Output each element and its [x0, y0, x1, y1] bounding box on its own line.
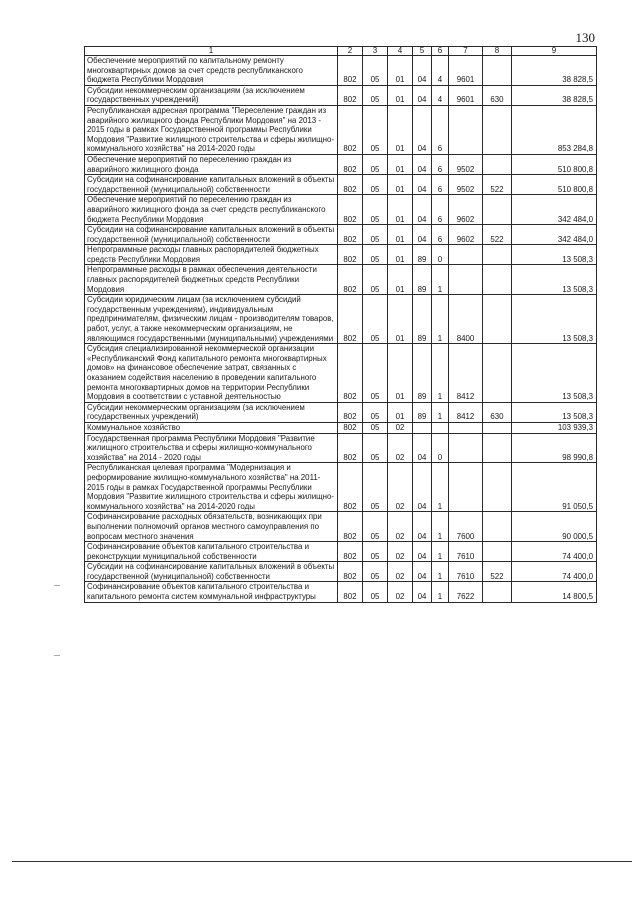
cell-c7	[449, 433, 483, 463]
row-name-cell: Субсидии некоммерческим организациям (за исключением государственных учреждений)	[85, 85, 338, 105]
table-row	[85, 562, 597, 582]
cell-c2: 802	[338, 582, 363, 602]
table-row	[85, 85, 597, 105]
cell-c5: 04	[413, 463, 432, 512]
amount-cell: 103 939,3	[512, 422, 597, 433]
cell-c6: 6	[432, 154, 449, 174]
amount-cell: 13 508,3	[512, 402, 597, 422]
column-header: 4	[388, 47, 413, 56]
cell-c6: 6	[432, 175, 449, 195]
table-row	[85, 175, 597, 195]
cell-c7	[449, 422, 483, 433]
amount-cell: 13 508,3	[512, 295, 597, 344]
row-name-cell: Республиканская адресная программа "Переселение граждан из аварийного жилищного фонда Республики Мордовия" на 2013 - 2015 годы в рамках Государственной программы Республики Мордовия "Развитие жилищного строительства и сферы жилищно-коммунального хозяйства" на 2014-2020 годы	[85, 105, 338, 154]
cell-c2: 802	[338, 225, 363, 245]
cell-c2: 802	[338, 154, 363, 174]
cell-c8	[483, 295, 512, 344]
row-name-cell: Непрограммные расходы главных распорядителей бюджетных средств Республики Мордовия	[85, 245, 338, 265]
cell-c2: 802	[338, 295, 363, 344]
cell-c5: 89	[413, 344, 432, 403]
page-number: 130	[575, 30, 595, 45]
cell-c6: 1	[432, 265, 449, 295]
cell-c2: 802	[338, 85, 363, 105]
amount-cell: 13 508,3	[512, 265, 597, 295]
cell-c2: 802	[338, 562, 363, 582]
cell-c6: 1	[432, 512, 449, 542]
cell-c7: 7610	[449, 542, 483, 562]
cell-c4: 01	[388, 225, 413, 245]
column-header: 2	[338, 47, 363, 56]
amount-cell: 13 508,3	[512, 344, 597, 403]
cell-c7	[449, 265, 483, 295]
table-header	[85, 47, 597, 56]
cell-c3: 05	[363, 195, 388, 225]
cell-c5: 89	[413, 245, 432, 265]
table-row	[85, 463, 597, 512]
cell-c4: 01	[388, 154, 413, 174]
cell-c6	[432, 422, 449, 433]
row-name-cell: Субсидии некоммерческим организациям (за исключением государственных учреждений)	[85, 402, 338, 422]
cell-c6: 0	[432, 245, 449, 265]
row-name-cell: Коммунальное хозяйство	[85, 422, 338, 433]
row-name-cell: Субсидии на софинансирование капитальных вложений в объекты государственной (муниципальной) собственности	[85, 175, 338, 195]
cell-c7: 7600	[449, 512, 483, 542]
amount-cell: 342 484,0	[512, 195, 597, 225]
cell-c8	[483, 344, 512, 403]
cell-c5: 04	[413, 582, 432, 602]
cell-c4: 02	[388, 433, 413, 463]
cell-c4: 01	[388, 245, 413, 265]
table-row	[85, 295, 597, 344]
amount-cell: 342 484,0	[512, 225, 597, 245]
cell-c7: 8400	[449, 295, 483, 344]
cell-c6: 1	[432, 463, 449, 512]
amount-cell: 13 508,3	[512, 245, 597, 265]
cell-c8	[483, 433, 512, 463]
cell-c4: 01	[388, 105, 413, 154]
cell-c3: 05	[363, 422, 388, 433]
cell-c8: 630	[483, 85, 512, 105]
table-row	[85, 344, 597, 403]
amount-cell: 74 400,0	[512, 542, 597, 562]
amount-cell: 853 284,8	[512, 105, 597, 154]
cell-c3: 05	[363, 105, 388, 154]
cell-c4: 01	[388, 195, 413, 225]
cell-c8: 522	[483, 562, 512, 582]
table-row	[85, 245, 597, 265]
column-header: 5	[413, 47, 432, 56]
amount-cell: 14 800,5	[512, 582, 597, 602]
cell-c3: 05	[363, 85, 388, 105]
table-row	[85, 542, 597, 562]
table-row	[85, 512, 597, 542]
cell-c5: 04	[413, 195, 432, 225]
amount-cell: 38 828,5	[512, 56, 597, 86]
cell-c8	[483, 422, 512, 433]
cell-c2: 802	[338, 433, 363, 463]
cell-c2: 802	[338, 512, 363, 542]
cell-c4: 01	[388, 402, 413, 422]
row-name-cell: Обеспечение мероприятий по капитальному ремонту многоквартирных домов за счет средств республиканского бюджета Республики Мордовия	[85, 56, 338, 86]
row-name-cell: Субсидии юридическим лицам (за исключением субсидий государственным учреждениям), индивидуальным предпринимателям, физическим лицам - производителям товаров, работ, услуг, а также некоммерческим организациям, не являющимся государственными (муниципальными) учреждениями	[85, 295, 338, 344]
cell-c7: 8412	[449, 402, 483, 422]
margin-mark	[54, 585, 60, 586]
cell-c5: 89	[413, 402, 432, 422]
cell-c6: 6	[432, 225, 449, 245]
table-row	[85, 265, 597, 295]
cell-c4: 02	[388, 582, 413, 602]
table-row	[85, 433, 597, 463]
row-name-cell: Субсидии на софинансирование капитальных вложений в объекты государственной (муниципальной) собственности	[85, 225, 338, 245]
cell-c8	[483, 542, 512, 562]
cell-c2: 802	[338, 245, 363, 265]
cell-c4: 01	[388, 56, 413, 86]
cell-c4: 02	[388, 463, 413, 512]
row-name-cell: Непрограммные расходы в рамках обеспечения деятельности главных распорядителей бюджетных средств Республики Мордовия	[85, 265, 338, 295]
cell-c6: 1	[432, 344, 449, 403]
cell-c2: 802	[338, 175, 363, 195]
cell-c5: 04	[413, 85, 432, 105]
cell-c2: 802	[338, 422, 363, 433]
cell-c2: 802	[338, 265, 363, 295]
column-header: 6	[432, 47, 449, 56]
cell-c8: 630	[483, 402, 512, 422]
cell-c8	[483, 105, 512, 154]
cell-c4: 01	[388, 85, 413, 105]
cell-c2: 802	[338, 56, 363, 86]
cell-c6: 1	[432, 562, 449, 582]
row-name-cell: Софинансирование объектов капитального строительства и реконструкции муниципальной собственности	[85, 542, 338, 562]
cell-c2: 802	[338, 402, 363, 422]
cell-c7: 9601	[449, 56, 483, 86]
table-row	[85, 195, 597, 225]
cell-c3: 05	[363, 433, 388, 463]
margin-mark	[54, 655, 60, 656]
cell-c5: 89	[413, 265, 432, 295]
amount-cell: 98 990,8	[512, 433, 597, 463]
cell-c5: 04	[413, 105, 432, 154]
cell-c3: 05	[363, 402, 388, 422]
cell-c4: 02	[388, 512, 413, 542]
cell-c7: 7622	[449, 582, 483, 602]
row-name-cell: Софинансирование расходных обязательств, возникающих при выполнении полномочий органов местного самоуправления по вопросам местного значения	[85, 512, 338, 542]
row-name-cell: Государственная программа Республики Мордовия "Развитие жилищного строительства и сферы жилищно-коммунального хозяйства" на 2014 - 2020 годы	[85, 433, 338, 463]
cell-c8: 522	[483, 225, 512, 245]
amount-cell: 510 800,8	[512, 154, 597, 174]
table-row	[85, 402, 597, 422]
row-name-cell: Обеспечение мероприятий по переселению граждан из аварийного жилищного фонда	[85, 154, 338, 174]
cell-c4: 01	[388, 265, 413, 295]
cell-c4: 01	[388, 295, 413, 344]
row-name-cell: Обеспечение мероприятий по переселению граждан из аварийного жилищного фонда за счет средств республиканского бюджета Республики Мордовия	[85, 195, 338, 225]
cell-c3: 05	[363, 245, 388, 265]
cell-c3: 05	[363, 265, 388, 295]
column-header: 9	[512, 47, 597, 56]
table-body	[85, 56, 597, 603]
cell-c7: 8412	[449, 344, 483, 403]
cell-c7: 9502	[449, 154, 483, 174]
cell-c7: 7610	[449, 562, 483, 582]
cell-c5: 04	[413, 433, 432, 463]
cell-c8	[483, 195, 512, 225]
row-name-cell: Софинансирование объектов капитального строительства и капитального ремонта систем коммунальной инфраструктуры	[85, 582, 338, 602]
cell-c5: 04	[413, 512, 432, 542]
cell-c2: 802	[338, 463, 363, 512]
cell-c5: 04	[413, 56, 432, 86]
cell-c2: 802	[338, 542, 363, 562]
cell-c6: 0	[432, 433, 449, 463]
cell-c3: 05	[363, 582, 388, 602]
table-row	[85, 225, 597, 245]
bottom-rule	[12, 861, 632, 862]
cell-c2: 802	[338, 105, 363, 154]
cell-c6: 1	[432, 582, 449, 602]
cell-c7: 9601	[449, 85, 483, 105]
cell-c7	[449, 245, 483, 265]
cell-c3: 05	[363, 175, 388, 195]
table-row	[85, 56, 597, 86]
cell-c3: 05	[363, 154, 388, 174]
cell-c5: 04	[413, 175, 432, 195]
column-header: 7	[449, 47, 483, 56]
cell-c6: 6	[432, 105, 449, 154]
budget-table	[84, 46, 597, 603]
table-row	[85, 422, 597, 433]
cell-c5: 04	[413, 154, 432, 174]
cell-c3: 05	[363, 295, 388, 344]
cell-c8	[483, 154, 512, 174]
cell-c6: 1	[432, 402, 449, 422]
amount-cell: 74 400,0	[512, 562, 597, 582]
cell-c4: 02	[388, 422, 413, 433]
cell-c3: 05	[363, 225, 388, 245]
row-name-cell: Субсидии на софинансирование капитальных вложений в объекты государственной (муниципальной) собственности	[85, 562, 338, 582]
cell-c3: 05	[363, 344, 388, 403]
amount-cell: 510 800,8	[512, 175, 597, 195]
amount-cell: 38 828,5	[512, 85, 597, 105]
cell-c8	[483, 245, 512, 265]
cell-c4: 01	[388, 175, 413, 195]
cell-c8	[483, 463, 512, 512]
cell-c6: 4	[432, 85, 449, 105]
amount-cell: 91 050,5	[512, 463, 597, 512]
cell-c7: 9602	[449, 195, 483, 225]
cell-c3: 05	[363, 562, 388, 582]
cell-c8	[483, 512, 512, 542]
cell-c5	[413, 422, 432, 433]
cell-c2: 802	[338, 195, 363, 225]
cell-c5: 04	[413, 542, 432, 562]
cell-c6: 4	[432, 56, 449, 86]
table-row	[85, 105, 597, 154]
cell-c4: 02	[388, 562, 413, 582]
cell-c4: 02	[388, 542, 413, 562]
cell-c7	[449, 463, 483, 512]
row-name-cell: Субсидия специализированной некоммерческой организации «Республиканский Фонд капитального ремонта многоквартирных домов» на финансовое обеспечение затрат, связанных с оказанием содействия населению в проведении капитального ремонта многоквартирных домов на территории Республики Мордовия в соответствии с уставной деятельностью	[85, 344, 338, 403]
cell-c5: 89	[413, 295, 432, 344]
table-row	[85, 582, 597, 602]
cell-c2: 802	[338, 344, 363, 403]
row-name-cell: Республиканская целевая программа "Модернизация и реформирование жилищно-коммунального хозяйства" на 2011-2015 годы в рамках Государственной программы Республики Мордовия "Развитие жилищного строительства и сферы жилищно-коммунального хозяйства" на 2014-2020 годы	[85, 463, 338, 512]
cell-c5: 04	[413, 225, 432, 245]
cell-c3: 05	[363, 56, 388, 86]
cell-c5: 04	[413, 562, 432, 582]
cell-c7	[449, 105, 483, 154]
cell-c6: 6	[432, 195, 449, 225]
cell-c3: 05	[363, 512, 388, 542]
cell-c6: 1	[432, 295, 449, 344]
cell-c8	[483, 56, 512, 86]
column-header: 3	[363, 47, 388, 56]
cell-c8: 522	[483, 175, 512, 195]
column-header: 1	[85, 47, 338, 56]
amount-cell: 90 000,5	[512, 512, 597, 542]
cell-c3: 05	[363, 463, 388, 512]
cell-c7: 9502	[449, 175, 483, 195]
cell-c7: 9602	[449, 225, 483, 245]
cell-c8	[483, 582, 512, 602]
cell-c6: 1	[432, 542, 449, 562]
cell-c3: 05	[363, 542, 388, 562]
cell-c8	[483, 265, 512, 295]
table-row	[85, 154, 597, 174]
column-header: 8	[483, 47, 512, 56]
cell-c4: 01	[388, 344, 413, 403]
